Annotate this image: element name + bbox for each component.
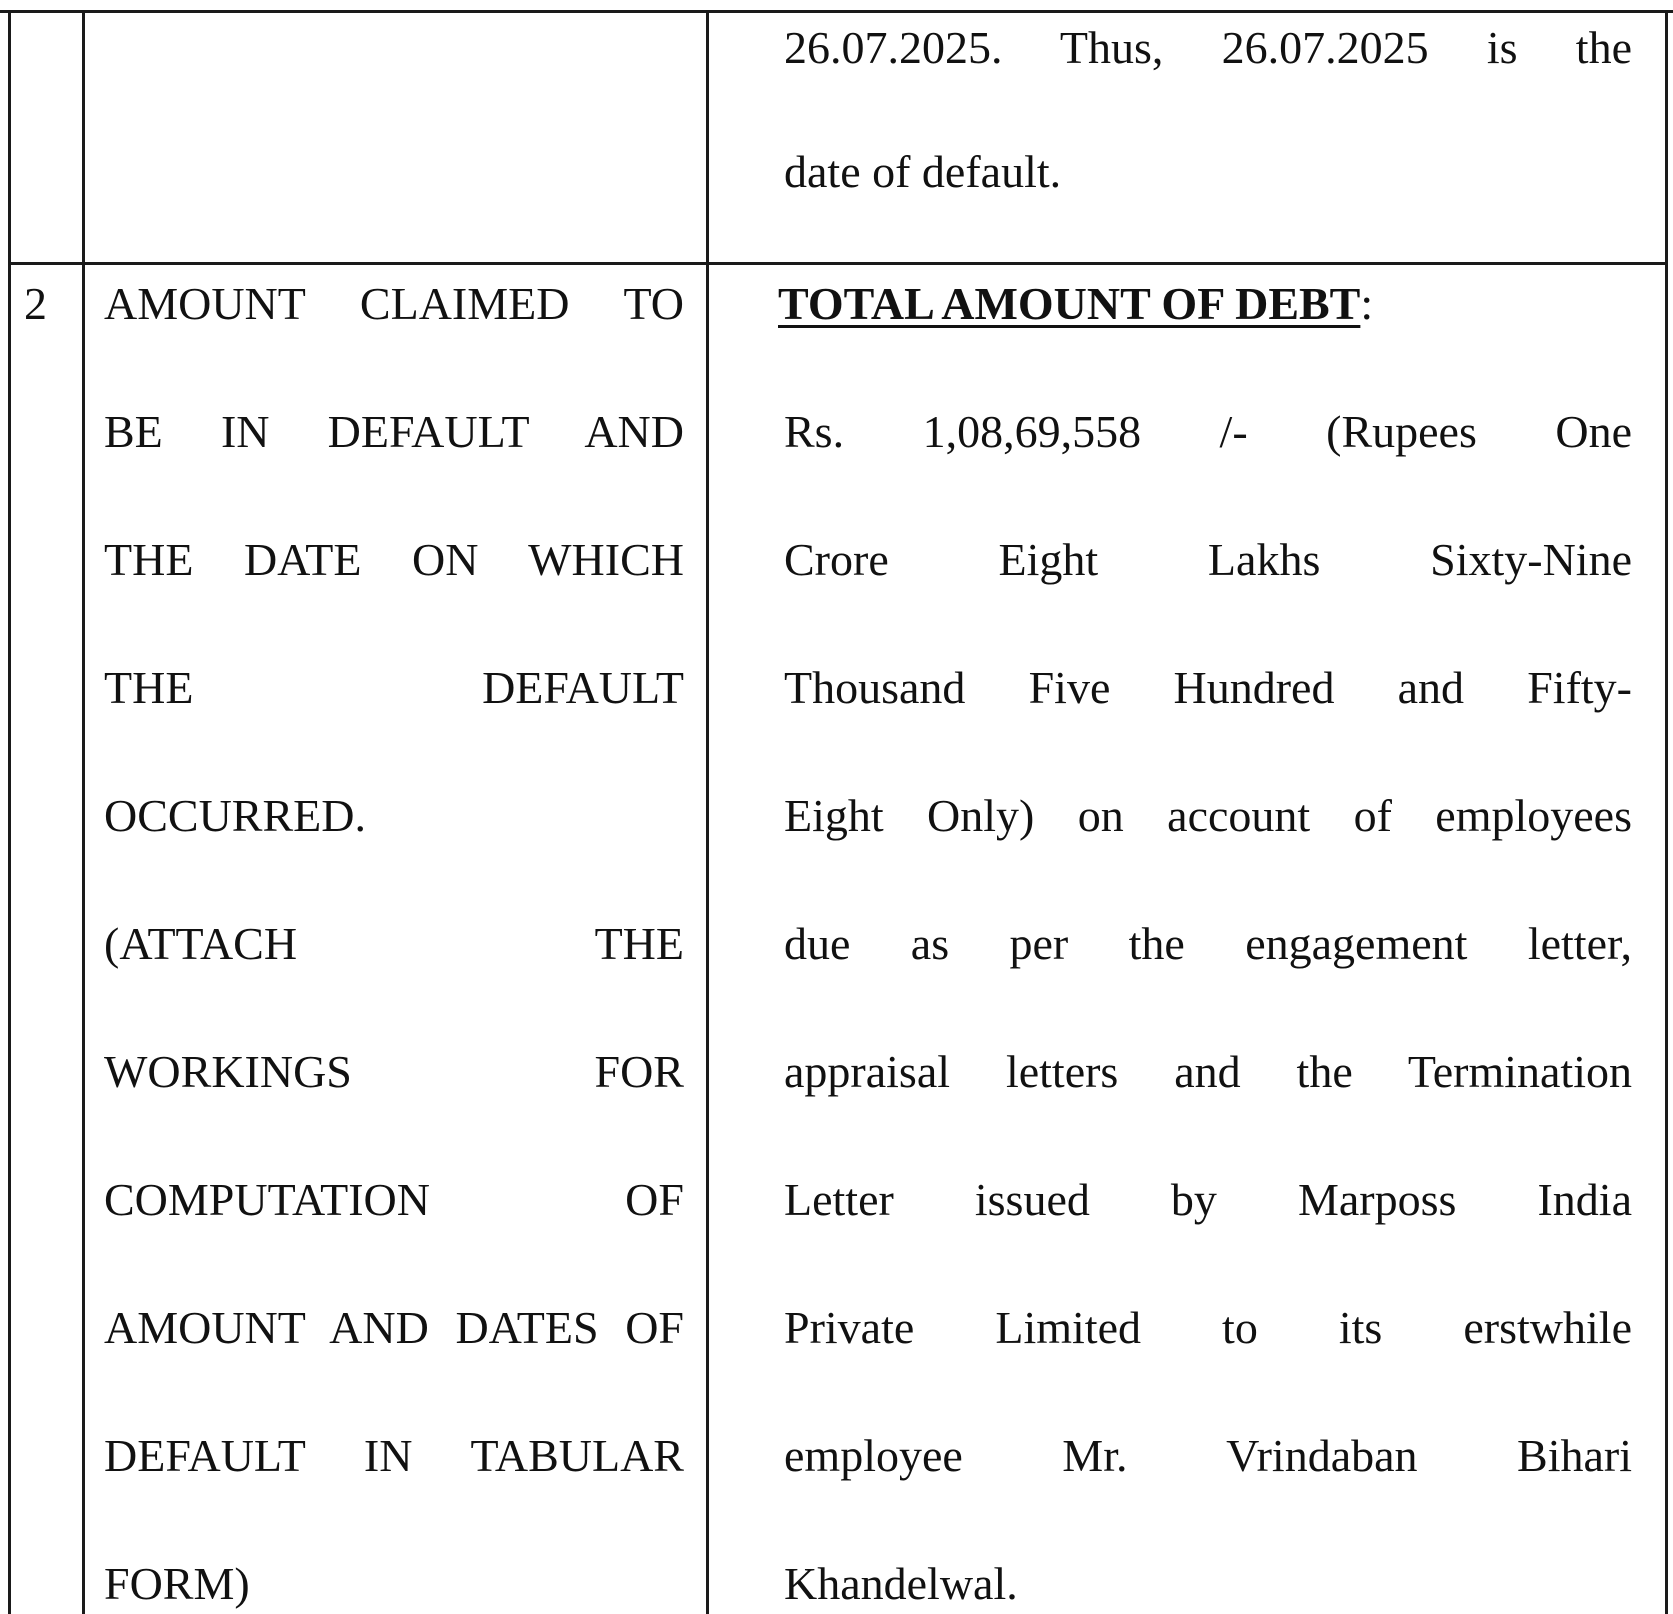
table-border-left: [8, 10, 11, 1614]
row2-details-line-4: Eight Only) on account of employees: [784, 790, 1632, 841]
row2-details-line-8: Private Limited to its erstwhile: [784, 1302, 1632, 1353]
row2-particulars-line-6: (ATTACH THE: [104, 918, 684, 969]
row2-details-line-5: due as per the engagement letter,: [784, 918, 1632, 969]
row2-particulars-line-8: COMPUTATION OF: [104, 1174, 684, 1225]
row2-particulars-line-5: OCCURRED.: [104, 790, 366, 841]
row2-particulars-line-11: FORM): [104, 1558, 250, 1609]
row2-particulars-line-2: BE IN DEFAULT AND: [104, 406, 684, 457]
row2-particulars-line-3: THE DATE ON WHICH: [104, 534, 684, 585]
total-debt-heading: TOTAL AMOUNT OF DEBT: [778, 278, 1361, 329]
row2-details-heading-line: [778, 276, 1373, 332]
row2-particulars-line-1: AMOUNT CLAIMED TO: [104, 278, 684, 329]
row2-details-line-2: Crore Eight Lakhs Sixty-Nine: [784, 534, 1632, 585]
row2-details-line-10: Khandelwal.: [784, 1558, 1018, 1609]
row2-details-line-9: employee Mr. Vrindaban Bihari: [784, 1430, 1632, 1481]
row1-details-line-2: date of default.: [784, 146, 1062, 197]
row2-details-line-7: Letter issued by Marposs India: [784, 1174, 1632, 1225]
row2-particulars-line-4: THE DEFAULT: [104, 662, 684, 713]
column-divider-1: [82, 10, 85, 1614]
row2-serial-number: 2: [24, 278, 47, 329]
table-border-top: [0, 10, 1673, 13]
column-divider-2: [706, 10, 709, 1614]
row2-details-line-1: Rs. 1,08,69,558 /- (Rupees One: [784, 406, 1632, 457]
row2-particulars-line-7: WORKINGS FOR: [104, 1046, 684, 1097]
row2-particulars-line-10: DEFAULT IN TABULAR: [104, 1430, 684, 1481]
row2-particulars-line-9: AMOUNT AND DATES OF: [104, 1302, 684, 1353]
row2-details-line-6: appraisal letters and the Termination: [784, 1046, 1632, 1097]
row1-details-line-1: 26.07.2025. Thus, 26.07.2025 is the: [784, 22, 1632, 73]
row2-details-line-3: Thousand Five Hundred and Fifty-: [784, 662, 1632, 713]
row-divider: [8, 262, 1668, 265]
total-debt-heading-colon: :: [1360, 278, 1374, 329]
table-border-right: [1665, 10, 1668, 1614]
